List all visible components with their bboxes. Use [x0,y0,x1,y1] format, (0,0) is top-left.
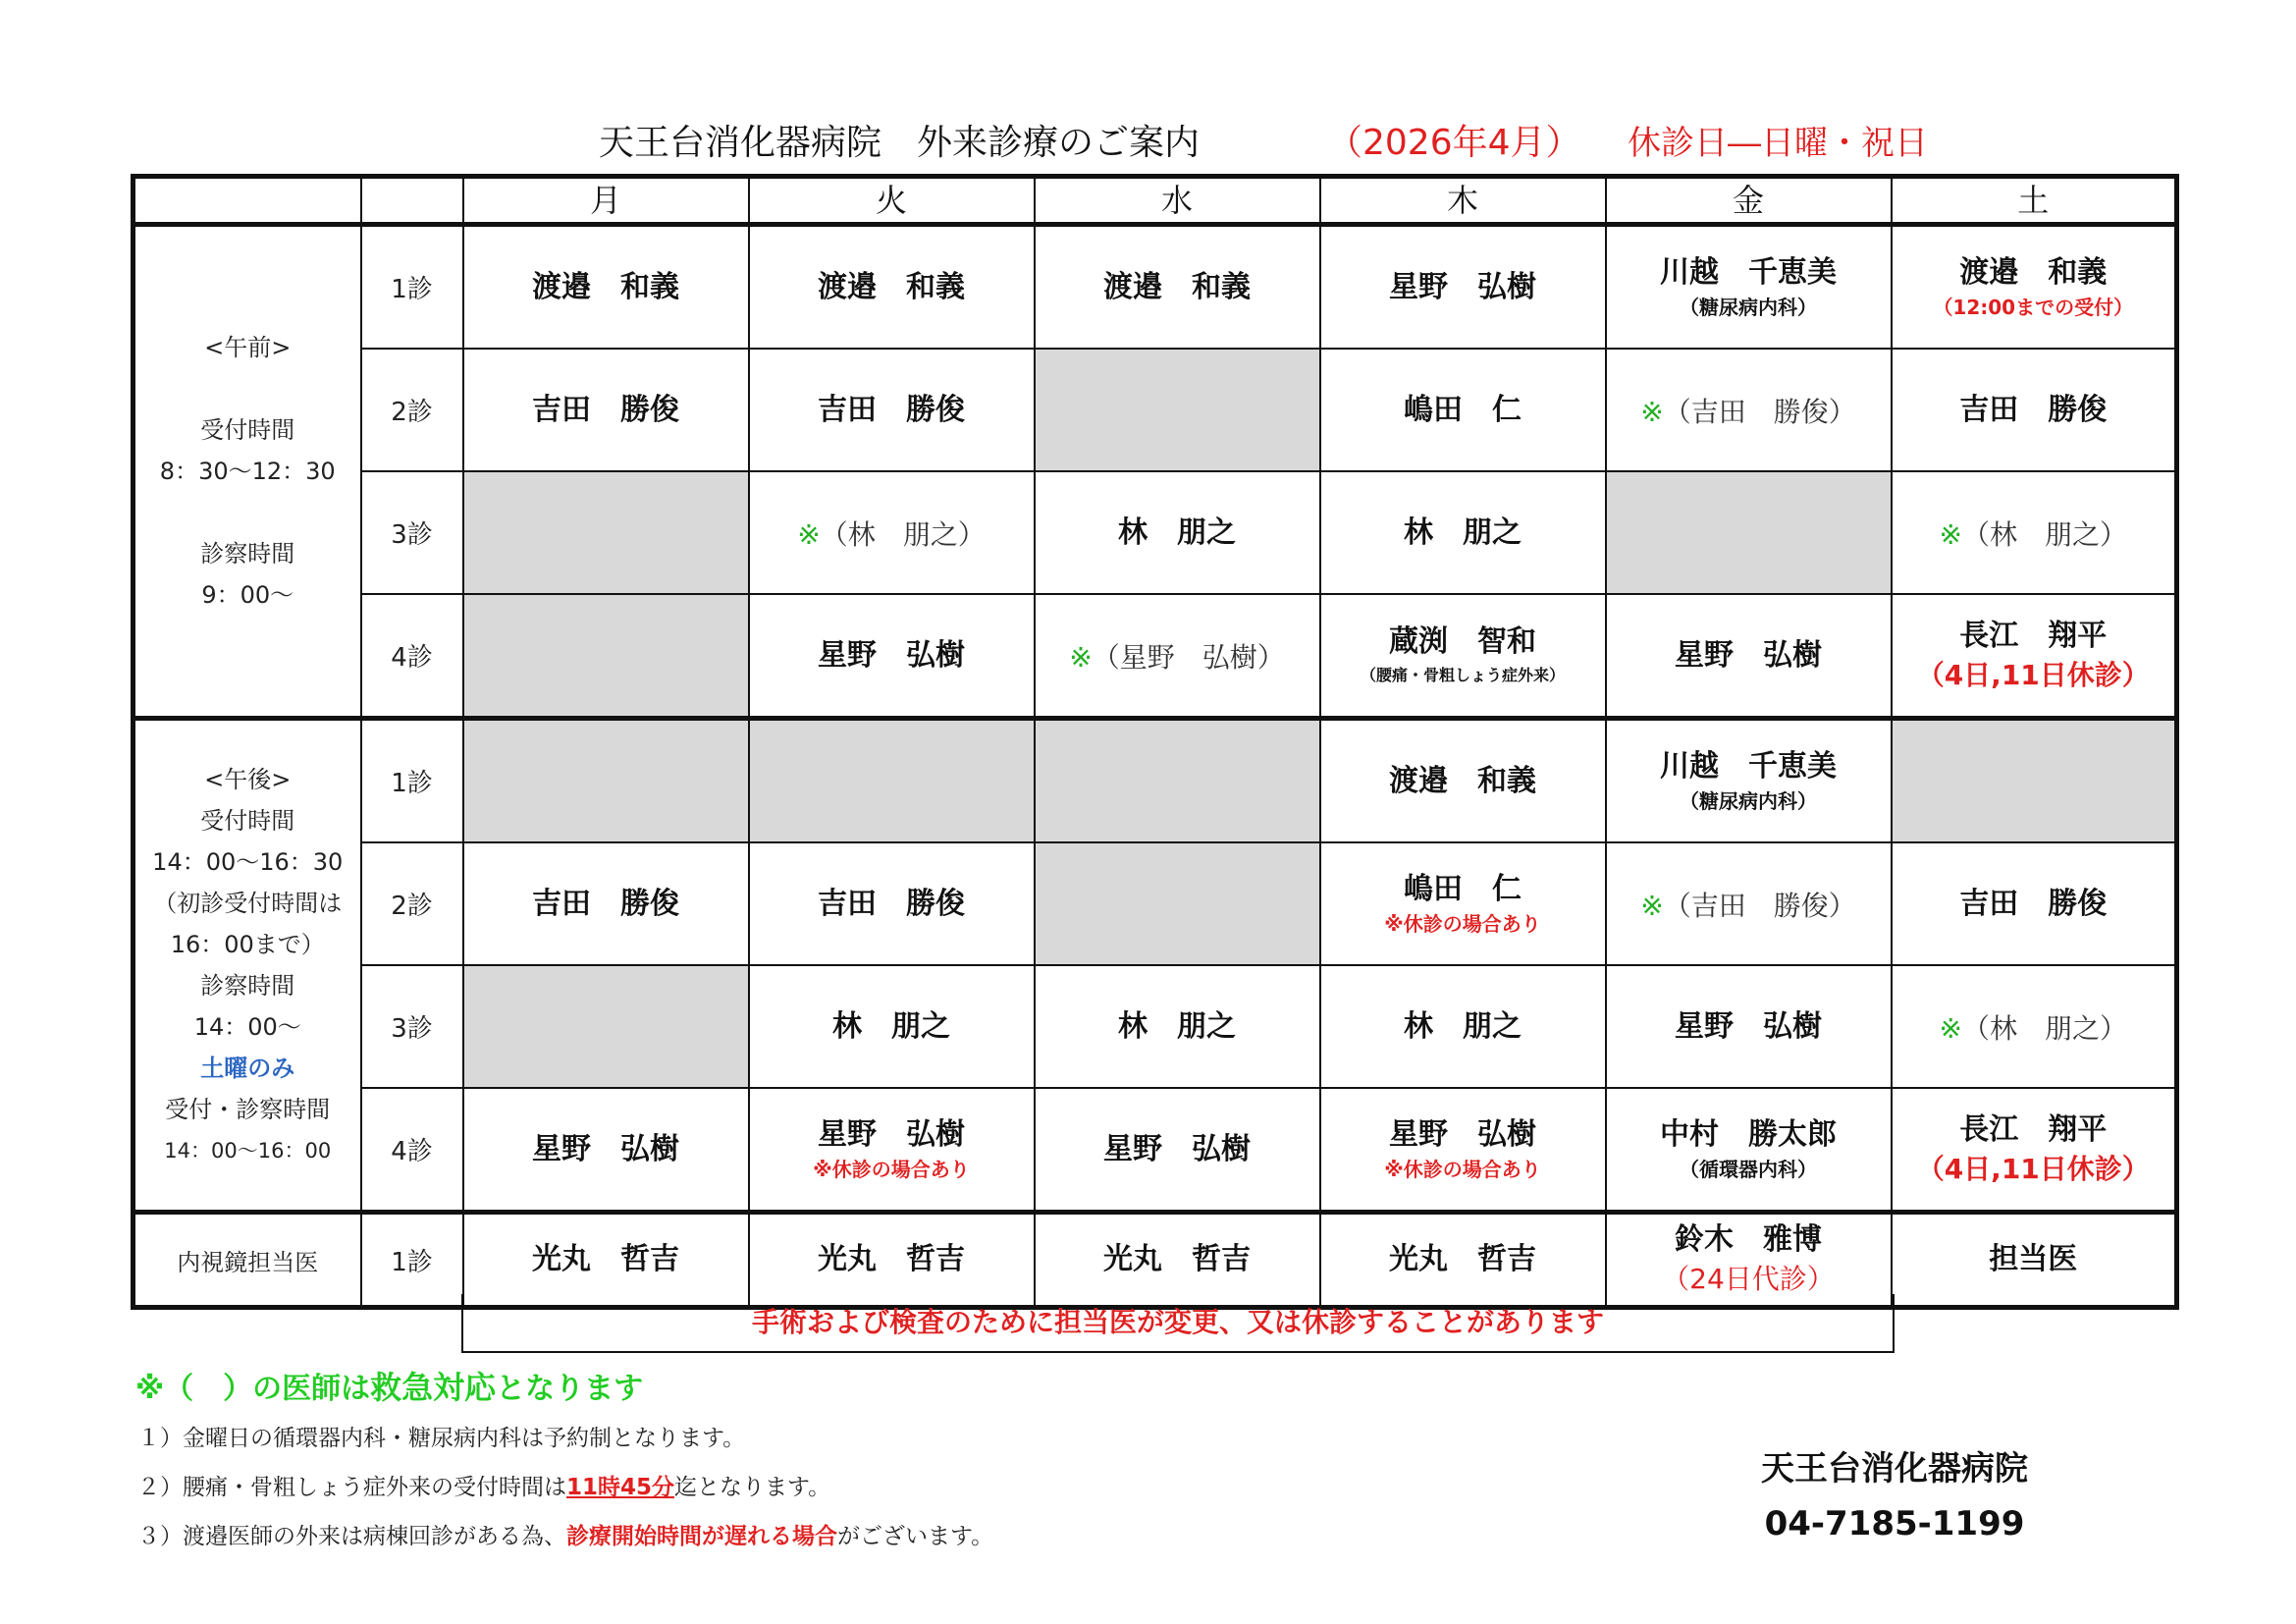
pm-label: <午後> [204,766,292,793]
doctor-name: 林 朋之 [1118,514,1236,550]
hospital-name: 天王台消化器病院 [1761,1449,2028,1489]
cell-endo-thu [1320,1213,1606,1308]
emergency-doctor [1640,890,1855,922]
emergency-mark: ※ [1640,889,1664,922]
emergency-doctor [1640,396,1855,428]
note-2-text-end: 迄となります。 [674,1475,831,1500]
cell-pm4-thu [1320,1088,1606,1213]
pm-row-4 [133,1088,2177,1213]
cell-am2-fri [1606,349,1892,471]
slot-label: 2診 [361,842,463,965]
day-wed: 水 [1035,177,1320,225]
cell-pm1-fri [1606,719,1892,843]
cell-pm2-wed-closed [1035,842,1320,965]
doctor-name: 吉田 勝俊 [1959,886,2108,921]
hospital-info [1698,1441,2091,1551]
pm-first-visit-2: 16：00まで） [170,931,325,958]
doctor-name: 光丸 哲吉 [1103,1242,1251,1276]
note-1: １）金曜日の循環器内科・糖尿病内科は予約制となります。 [137,1426,746,1451]
cell-pm3-mon-closed [463,965,749,1088]
page-header [0,116,2296,171]
cell-am3-sat [1892,471,2177,594]
doctor-name: 中村 勝太郎 [1660,1116,1837,1152]
cell-pm1-wed-closed [1035,719,1320,843]
note-3 [137,1512,993,1561]
pm-row-3 [133,965,2177,1088]
cell-endo-fri [1606,1213,1892,1308]
cell-am1-mon [463,225,749,350]
doctor-name: 嶋田 仁 [1404,392,1522,427]
closure-note: ※休診の場合あり [1384,1157,1541,1181]
emergency-doctor [1069,641,1284,674]
emergency-doctor [797,518,985,551]
day-header-row [133,177,2177,225]
doctor-name: 光丸 哲吉 [818,1242,965,1276]
doctor-name: 吉田 勝俊 [532,886,679,921]
closed-days: 休診日―日曜・祝日 [1628,124,1928,163]
cell-am2-sat [1892,349,2177,471]
corner-cell [361,177,463,225]
emergency-mark: ※ [1640,395,1664,428]
cell-am1-tue [749,225,1035,350]
cell-am3-wed [1035,471,1320,594]
cell-endo-tue [749,1213,1035,1308]
notes-list [137,1414,993,1561]
cell-pm4-wed [1035,1088,1320,1213]
doctor-name: 光丸 哲吉 [532,1242,679,1276]
cell-am2-wed-closed [1035,349,1320,471]
pm-row-2 [133,842,2177,965]
note-2-text: ２）腰痛・骨粗しょう症外来の受付時間は [137,1475,566,1500]
change-notice: 手術および検査のために担当医が変更、又は休診することがあります [461,1294,1895,1353]
cell-pm4-sat [1892,1088,2177,1213]
cell-endo-wed [1035,1213,1320,1308]
doctor-name: 星野 弘樹 [818,1116,965,1152]
day-tue: 火 [749,177,1035,225]
cell-pm3-fri [1606,965,1892,1088]
cell-am1-sat [1892,225,2177,350]
doctor-name: 長江 翔平 [1959,1111,2108,1147]
doctor-name: 渡邉 和義 [1389,763,1536,798]
day-fri: 金 [1606,177,1892,225]
cell-endo-mon [463,1213,749,1308]
doctor-name: 渡邉 和義 [1959,254,2108,290]
pm-sat-label: 受付・診察時間 [165,1096,331,1123]
cell-pm3-sat [1892,965,2177,1088]
endoscopy-row [133,1213,2177,1308]
doctor-name: 林 朋之 [1404,514,1522,550]
page-title: 天王台消化器病院 外来診療のご案内 [599,123,1201,163]
day-thu: 木 [1320,177,1606,225]
emergency-doctor [1940,518,2127,551]
cell-am2-tue [749,349,1035,471]
hospital-phone: 04-7185-1199 [1764,1504,2025,1543]
cell-pm2-fri [1606,842,1892,965]
emergency-note-suffix: となります [496,1372,644,1406]
doctor-name: 渡邉 和義 [818,269,965,304]
doctor-name: （林 朋之） [1961,1011,2127,1045]
pm-hours-cell [133,719,361,1213]
cell-am2-thu [1320,349,1606,471]
slot-label: 3診 [361,471,463,594]
doctor-name: 吉田 勝俊 [818,392,965,427]
cell-pm2-tue [749,842,1035,965]
doctor-name: （林 朋之） [1961,517,2127,551]
day-sat: 土 [1892,177,2177,225]
department-note: （糖尿病内科） [1680,788,1817,813]
am-reception-label: 受付時間 [200,416,295,444]
cell-pm3-wed [1035,965,1320,1088]
closure-note: ※休診の場合あり [1384,911,1541,936]
doctor-name: 渡邉 和義 [532,269,679,304]
cell-am4-mon-closed [463,594,749,719]
cell-am1-thu [1320,225,1606,350]
doctor-name: 星野 弘樹 [1103,1131,1251,1166]
cell-am3-tue [749,471,1035,594]
cell-pm2-mon [463,842,749,965]
am-hours-cell [133,225,361,719]
slot-label: 1診 [361,225,463,350]
slot-label: 3診 [361,965,463,1088]
cell-pm1-sat-closed [1892,719,2177,843]
doctor-name: 星野 弘樹 [818,637,965,673]
doctor-name: 嶋田 仁 [1404,871,1522,906]
doctor-name: 星野 弘樹 [532,1131,679,1166]
doctor-name: 星野 弘樹 [1675,1008,1822,1044]
pm-reception-time: 14：00～16：30 [152,848,344,876]
doctor-name: 林 朋之 [1404,1008,1522,1044]
cell-pm3-tue [749,965,1035,1088]
doctor-name: （星野 弘樹） [1092,640,1285,674]
cell-am2-mon [463,349,749,471]
pm-first-visit-1: （初診受付時間は [153,890,343,917]
doctor-name: （吉田 勝俊） [1663,889,1856,922]
pm-reception-label: 受付時間 [200,807,295,835]
doctor-name: 林 朋之 [832,1008,950,1044]
slot-label: 1診 [361,1213,463,1308]
closure-note: （4日,11日休診） [1916,1152,2150,1185]
doctor-name: 吉田 勝俊 [1959,392,2108,427]
department-note: （循環器内科） [1680,1157,1817,1181]
cell-am4-tue [749,594,1035,719]
doctor-name: 吉田 勝俊 [818,886,965,921]
doctor-name: 光丸 哲吉 [1389,1242,1536,1276]
emergency-note-prefix: ※（ ）の医師は [135,1372,371,1406]
emergency-mark: ※ [797,517,821,551]
department-note: （糖尿病内科） [1680,295,1817,319]
slot-label: 1診 [361,719,463,843]
cell-am4-fri [1606,594,1892,719]
pm-row-1 [133,719,2177,843]
note-3-text-end: がございます。 [837,1524,994,1549]
doctor-name: 星野 弘樹 [1389,269,1536,304]
doctor-name: 川越 千恵美 [1660,748,1837,784]
pm-sat-time: 14：00～16：00 [164,1139,332,1163]
schedule-table [131,174,2179,1310]
cell-am1-wed [1035,225,1320,350]
endoscopy-label: 内視鏡担当医 [133,1213,361,1308]
am-label: <午前> [204,334,292,361]
doctor-name: 長江 翔平 [1959,618,2108,653]
emergency-note [135,1365,643,1412]
clinic-note: （腰痛・骨粗しょう症外来） [1360,665,1565,684]
cell-am4-thu [1320,594,1606,719]
doctor-name: 川越 千恵美 [1660,254,1837,290]
cell-endo-sat [1892,1213,2177,1308]
note-2-highlight: 11時45分 [566,1475,675,1500]
emergency-note-emphasis: 救急対応 [370,1369,497,1406]
doctor-name: 担当医 [1989,1242,2078,1276]
doctor-name: （林 朋之） [820,517,986,551]
slot-label: 4診 [361,594,463,719]
emergency-mark: ※ [1069,640,1093,674]
note-2 [137,1463,993,1512]
cell-am4-sat [1892,594,2177,719]
pm-exam-label: 診察時間 [200,972,295,1000]
slot-label: 4診 [361,1088,463,1213]
doctor-name: 渡邉 和義 [1103,269,1251,304]
substitute-note: （24日代診） [1662,1263,1835,1295]
note-3-highlight: 診療開始時間が遅れる場合 [566,1524,837,1549]
am-row-4 [133,594,2177,719]
closure-note: ※休診の場合あり [813,1157,970,1181]
am-row-1 [133,225,2177,350]
cell-am4-wed [1035,594,1320,719]
cell-pm4-fri [1606,1088,1892,1213]
am-reception-time: 8：30～12：30 [159,458,336,485]
cell-pm2-sat [1892,842,2177,965]
doctor-name: 星野 弘樹 [1389,1116,1536,1152]
doctor-name: （吉田 勝俊） [1663,395,1856,428]
emergency-mark: ※ [1939,1011,1962,1045]
cell-pm3-thu [1320,965,1606,1088]
closure-note: （4日,11日休診） [1916,658,2150,691]
cell-pm4-mon [463,1088,749,1213]
cell-am3-thu [1320,471,1606,594]
cell-pm1-thu [1320,719,1606,843]
doctor-name: 吉田 勝俊 [532,392,679,427]
cell-pm2-thu [1320,842,1606,965]
slot-label: 2診 [361,349,463,471]
cell-am3-fri-closed [1606,471,1892,594]
emergency-mark: ※ [1939,517,1962,551]
note-3-text: ３）渡邉医師の外来は病棟回診がある為、 [137,1524,566,1549]
am-exam-time: 9：00～ [201,581,294,609]
reception-note: （12:00までの受付） [1933,295,2134,319]
emergency-doctor [1940,1012,2127,1045]
doctor-name: 星野 弘樹 [1675,637,1822,673]
cell-am3-mon-closed [463,471,749,594]
doctor-name: 鈴木 雅博 [1675,1222,1822,1257]
cell-pm1-tue-closed [749,719,1035,843]
day-mon: 月 [463,177,749,225]
pm-exam-time: 14：00～ [193,1013,301,1041]
cell-am1-fri [1606,225,1892,350]
saturday-only-label: 土曜のみ [200,1055,295,1082]
month-label: （2026年4月） [1327,123,1581,163]
am-row-2 [133,349,2177,471]
doctor-name: 蔵渕 智和 [1389,623,1536,659]
am-exam-label: 診察時間 [200,540,295,568]
cell-pm4-tue [749,1088,1035,1213]
doctor-name: 林 朋之 [1118,1008,1236,1044]
cell-pm1-mon-closed [463,719,749,843]
corner-cell [133,177,361,225]
am-row-3 [133,471,2177,594]
